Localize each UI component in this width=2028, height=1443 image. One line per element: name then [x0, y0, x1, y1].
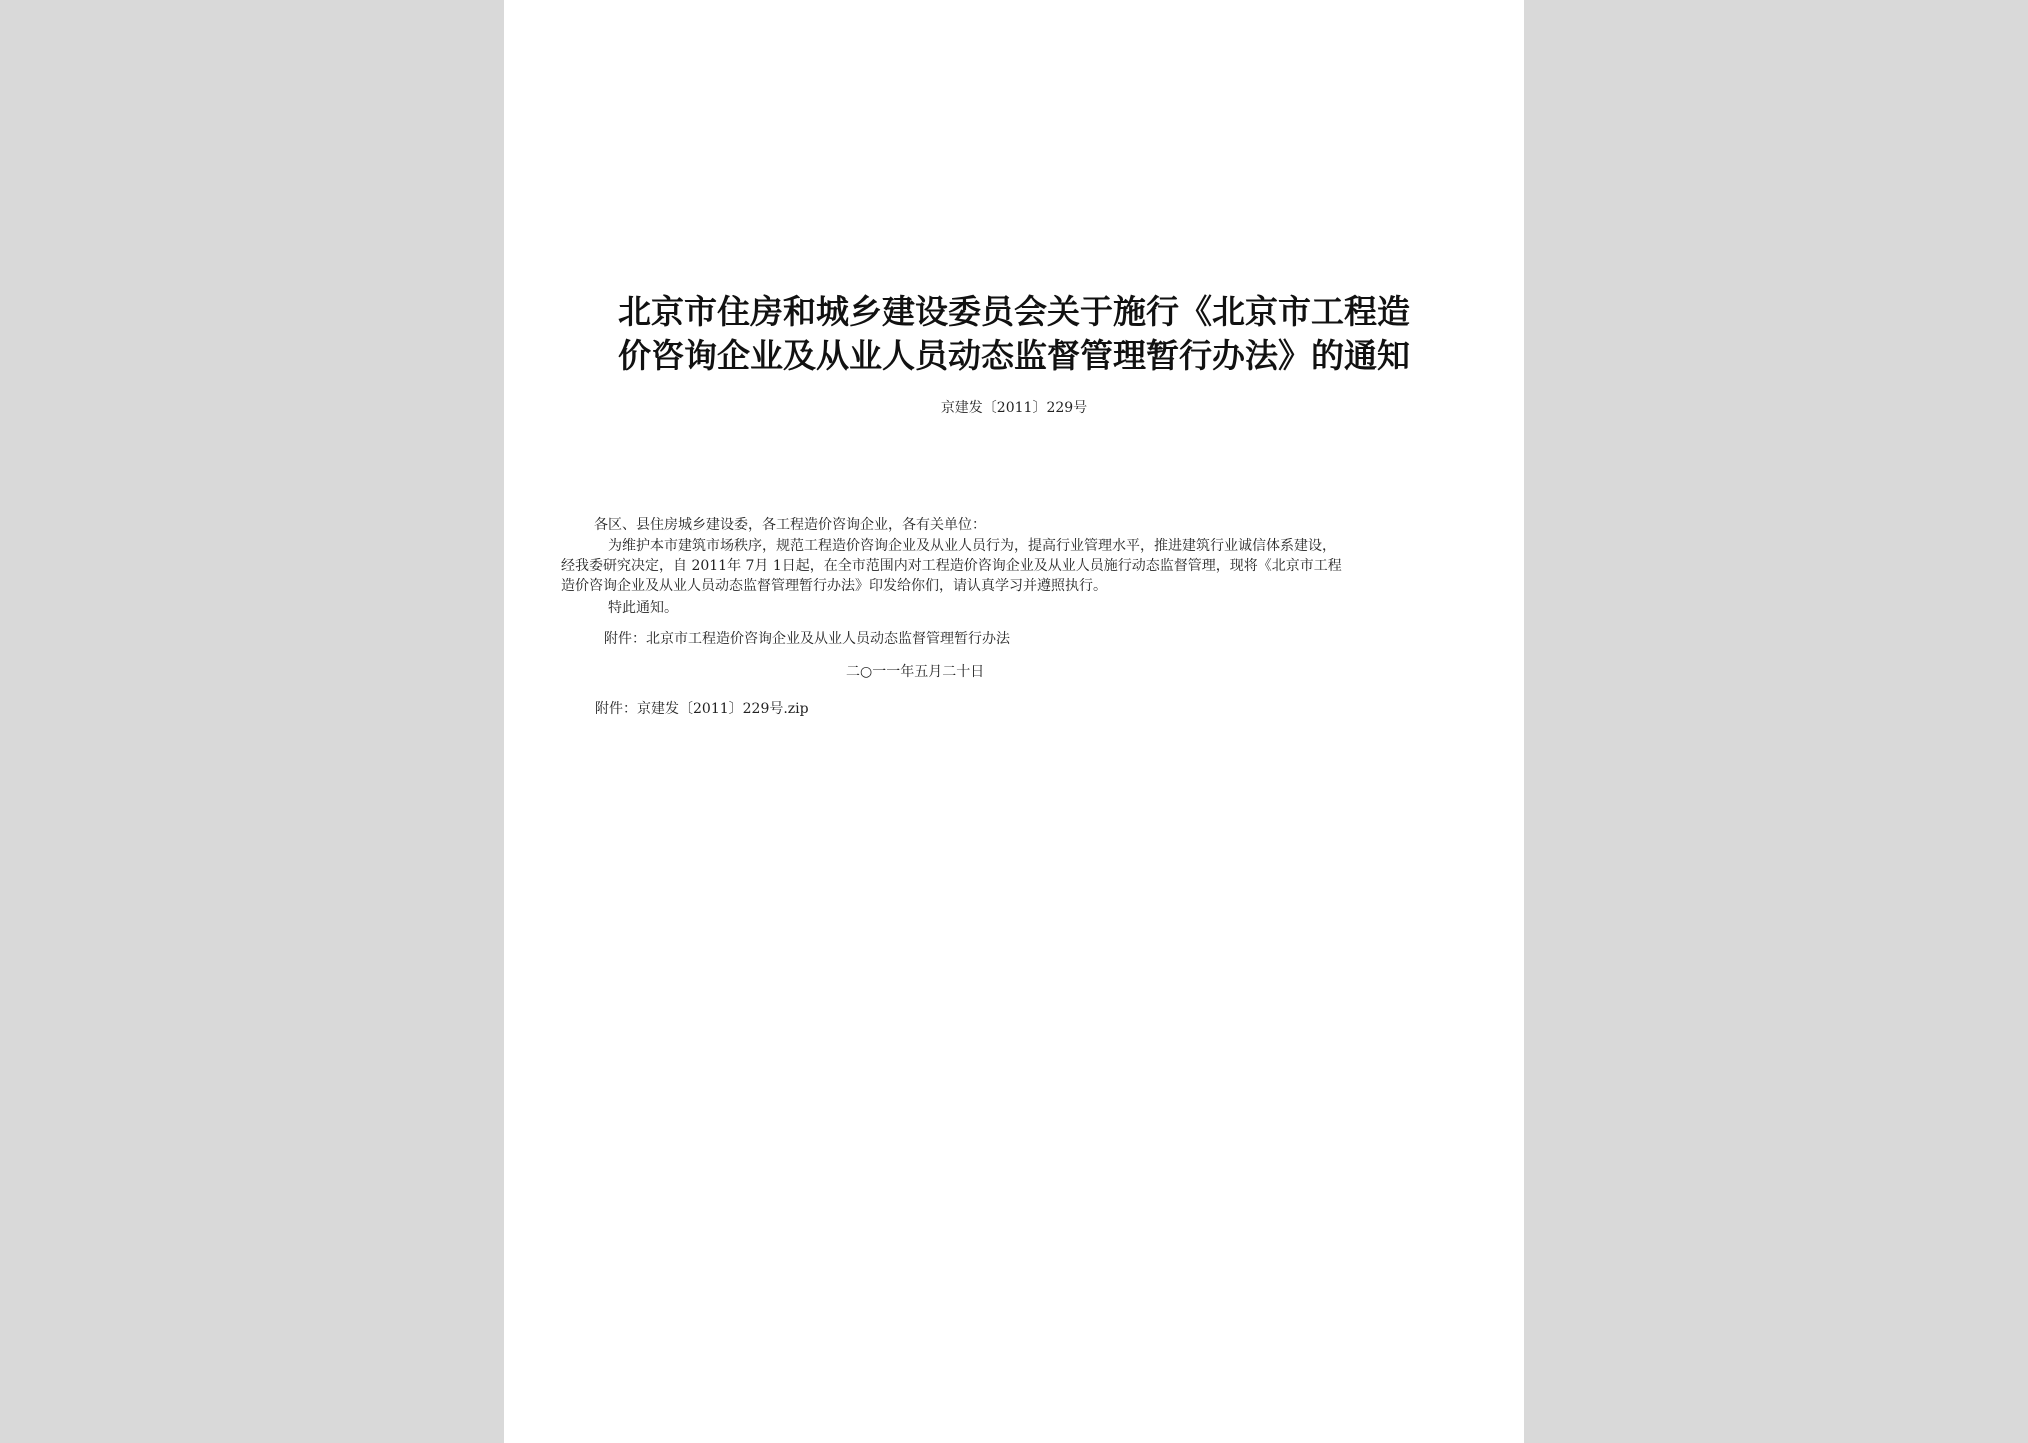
attachment-file-link[interactable]: 京建发〔2011〕229号.zip: [637, 701, 809, 717]
document-number: 京建发〔2011〕229号: [940, 400, 1088, 416]
attachment-download: [595, 699, 809, 719]
body-line-1: 为维护本市建筑市场秩序，规范工程造价咨询企业及从业人员行为，提高行业管理水平，推进建筑行业诚信体系建设，: [608, 538, 1336, 554]
issue-date: 二○一一年五月二十日: [846, 664, 985, 680]
document-title: [566, 290, 1462, 378]
closing-text: 特此通知。: [608, 600, 678, 616]
attachment-label: 附件：: [595, 701, 637, 717]
body-line-3: 造价咨询企业及从业人员动态监督管理暂行办法》印发给你们，请认真学习并遵照执行。: [561, 578, 1107, 594]
title-line-1: 北京市住房和城乡建设委员会关于施行《北京市工程造: [618, 292, 1410, 331]
body-paragraph: [561, 536, 1471, 596]
title-line-2: 价咨询企业及从业人员动态监督管理暂行办法》的通知: [618, 336, 1410, 375]
body-line-2: 经我委研究决定，自 2011年 7月 1日起，在全市范围内对工程造价咨询企业及从业人员施行动态监督管理，现将《北京市工程: [561, 558, 1342, 574]
salutation: 各区、县住房城乡建设委，各工程造价咨询企业，各有关单位：: [594, 517, 986, 533]
document-page: [504, 0, 1524, 1443]
attachment-note: 附件：北京市工程造价咨询企业及从业人员动态监督管理暂行办法: [604, 631, 1010, 647]
